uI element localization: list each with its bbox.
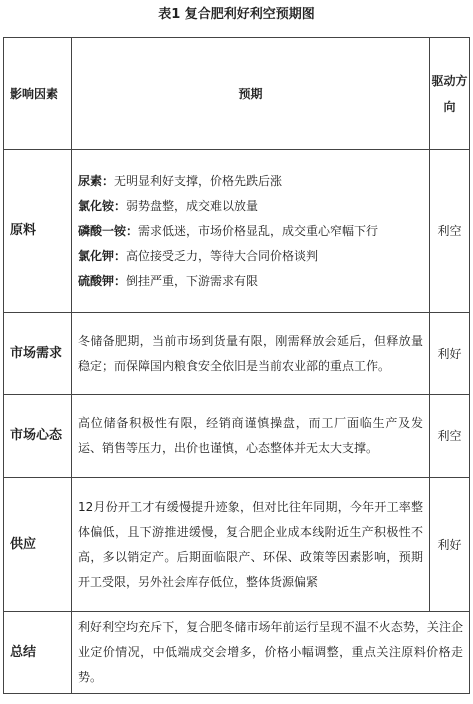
row-expectation: 冬储备肥期，当前市场到货量有限，刚需释放会延后，但释放量稳定；而保障国内粮食安全依旧是当前农业部的重点工作。 (72, 313, 430, 395)
list-item (78, 219, 423, 244)
item-text: 倒挂严重，下游需求有限 (126, 273, 259, 288)
list-item (78, 194, 423, 219)
row-expectation (72, 150, 430, 313)
table-row-supply (4, 478, 470, 612)
row-factor: 总结 (4, 612, 72, 694)
table-row-summary (4, 612, 470, 694)
item-name: 氯化铵： (78, 198, 127, 213)
list-item (78, 269, 423, 294)
row-direction: 利好 (430, 313, 470, 395)
item-text: 高位接受乏力，等待大合同价格谈判 (126, 248, 319, 263)
item-text: 需求低迷，市场价格显乱，成交重心窄幅下行 (138, 223, 379, 238)
list-item (78, 169, 423, 194)
row-direction: 利好 (430, 478, 470, 612)
row-factor: 市场需求 (4, 313, 72, 395)
item-text: 弱势盘整，成交难以放量 (126, 198, 259, 213)
table-row-raw-materials (4, 150, 470, 313)
table-row-market-sentiment (4, 395, 470, 478)
item-name: 硫酸钾： (78, 273, 127, 288)
item-name: 磷酸一铵： (78, 223, 139, 238)
list-item (78, 244, 423, 269)
item-name: 氯化钾： (78, 248, 127, 263)
item-text: 无明显利好支撑，价格先跌后涨 (114, 173, 283, 188)
row-expectation: 12月份开工才有缓慢提升迹象，但对比往年同期，今年开工率整体偏低，且下游推进缓慢，复合肥企业成本线附近生产积极性不高，多以销定产。后期面临限产、环保、政策等因素影响，预期开工受限，另外社会库存低位，整体货源偏紧 (72, 478, 430, 612)
item-name: 尿素： (78, 173, 115, 188)
row-factor: 原料 (4, 150, 72, 313)
row-direction: 利空 (430, 150, 470, 313)
table-row-market-demand (4, 313, 470, 395)
row-factor: 供应 (4, 478, 72, 612)
header-factor: 影响因素 (4, 38, 72, 150)
row-direction: 利空 (430, 395, 470, 478)
table-header-row (4, 38, 470, 150)
row-expectation: 高位储备积极性有限，经销商谨慎操盘，而工厂面临生产及发运、销售等压力，出价也谨慎，心态整体并无太大支撑。 (72, 395, 430, 478)
header-expectation: 预期 (72, 38, 430, 150)
header-direction: 驱动方向 (430, 38, 470, 150)
forecast-table (3, 37, 470, 694)
row-factor: 市场心态 (4, 395, 72, 478)
row-expectation: 利好利空均充斥下，复合肥冬储市场年前运行呈现不温不火态势，关注企业定价情况，中低端成交会增多，价格小幅调整，重点关注原料价格走势。 (72, 612, 470, 694)
table-title: 表1 复合肥利好利空预期图 (158, 7, 315, 22)
